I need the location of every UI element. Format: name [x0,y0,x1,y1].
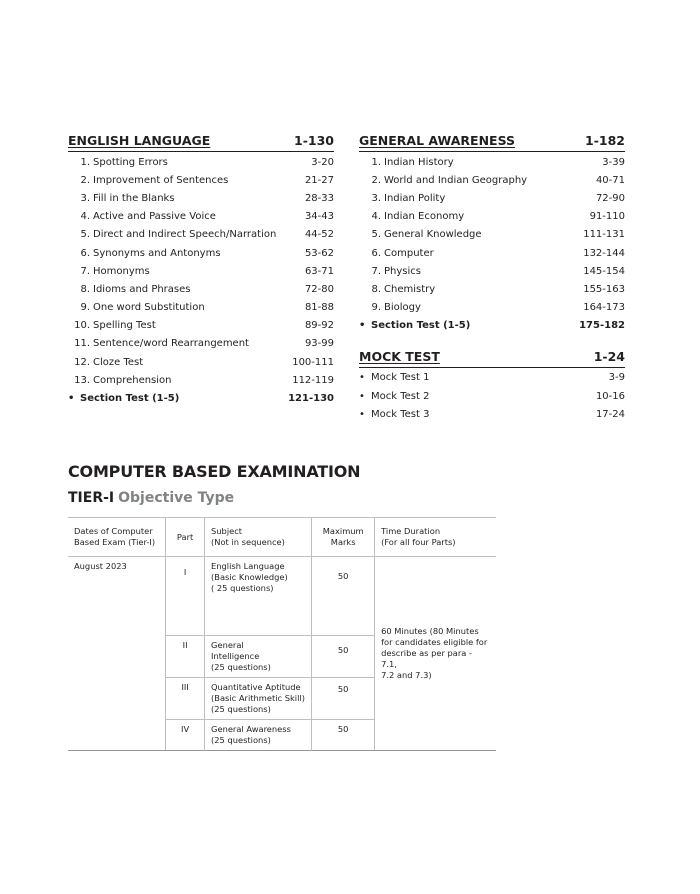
item-name: Mock Test 3 [371,408,430,420]
item-pages: 63-71 [304,265,334,277]
list-item[interactable] [359,405,625,423]
tier-heading [68,490,234,506]
english-language-header [68,133,334,152]
marks-cell: 50 [312,557,375,636]
subject-line: Quantitative Aptitude [211,682,301,692]
item-pages: 34-43 [304,211,334,223]
item-number: 2. [80,174,90,186]
item-name: Mock Test 2 [371,390,430,402]
item-pages: 28-33 [304,192,334,204]
section-title[interactable]: ENGLISH LANGUAGE [68,133,211,148]
bullet-icon: • [359,408,365,420]
part-cell: IV [166,720,205,751]
item-pages: 91-110 [589,211,625,223]
item-number: 4. [80,211,90,223]
item-name: Improvement of Sentences [93,174,229,186]
bullet-icon: • [359,372,365,384]
item-number: 1. [371,156,381,168]
item-pages: 3-39 [602,156,625,168]
list-item[interactable] [359,153,625,171]
item-pages: 44-52 [304,229,334,241]
item-pages: 132-144 [583,247,625,259]
exam-section-title: COMPUTER BASED EXAMINATION [68,462,361,481]
item-number: 9. [80,302,90,314]
subject-line: English Language [211,561,285,571]
list-item[interactable] [359,189,625,207]
table-row [68,557,496,636]
list-item[interactable] [68,244,334,262]
item-number: 1. [80,156,90,168]
item-name: One word Substitution [93,302,205,314]
subject-line: (Basic Arithmetic Skill) [211,693,305,703]
item-name: Spelling Test [93,320,156,332]
list-item[interactable] [359,171,625,189]
header-subject [205,518,312,557]
item-name: Indian Economy [384,211,465,223]
time-line: 60 Minutes (80 Minutes [381,626,479,636]
list-item[interactable] [68,299,334,317]
item-name: Direct and Indirect Speech/Narration [93,229,277,241]
item-pages: 111-131 [583,229,625,241]
list-item[interactable] [359,262,625,280]
list-item[interactable] [68,171,334,189]
section-page-range: 1-130 [294,133,334,148]
subject-line: General [211,640,244,650]
header-text: Maximum [322,526,364,536]
item-pages: 164-173 [583,302,625,314]
section-test-item[interactable] [359,317,625,335]
item-name: Section Test (1-5) [80,393,180,405]
section-page-range: 1-182 [585,133,625,148]
item-name: Section Test (1-5) [371,320,471,332]
list-item[interactable] [68,280,334,298]
subject-cell [205,557,312,636]
marks-cell: 50 [312,678,375,720]
marks-cell: 50 [312,720,375,751]
bullet-icon: • [68,393,75,405]
item-number: 7. [80,265,90,277]
subject-line: General Awareness [211,724,291,734]
marks-cell: 50 [312,636,375,678]
general-topic-list [359,153,625,335]
section-test-item[interactable] [68,389,334,407]
item-name: Mock Test 1 [371,372,430,384]
item-pages: 72-80 [304,283,334,295]
item-number: 7. [371,265,381,277]
item-number: 3. [80,192,90,204]
item-name: Active and Passive Voice [93,211,216,223]
list-item[interactable] [68,226,334,244]
mock-test-list [359,369,625,424]
list-item[interactable] [68,153,334,171]
time-line: 7.2 and 7.3) [381,670,432,680]
item-pages: 72-90 [595,192,625,204]
subject-cell [205,720,312,751]
list-item[interactable] [359,299,625,317]
header-text: Based Exam (Tier-I) [74,537,156,547]
list-item[interactable] [359,244,625,262]
item-number: 11. [74,338,90,350]
subject-cell [205,636,312,678]
table-header-row [68,518,496,557]
item-name: Homonyms [93,265,150,277]
item-pages: 53-62 [304,247,334,259]
header-text: (For all four Parts) [381,537,456,547]
subject-line: (25 questions) [211,704,271,714]
item-name: Indian Polity [384,192,446,204]
subject-line: (Basic Knowledge) [211,572,288,582]
header-exam-dates [68,518,166,557]
item-number: 10. [74,320,90,332]
header-text: (Not in sequence) [211,537,285,547]
list-item[interactable] [68,371,334,389]
list-item[interactable] [68,317,334,335]
exam-pattern-table [68,517,496,751]
english-topic-list [68,153,334,408]
mock-test-header [359,349,625,368]
item-name: Fill in the Blanks [93,192,175,204]
time-line: for candidates eligible for [381,637,488,647]
header-text: Marks [330,537,356,547]
item-pages: 100-111 [292,356,334,368]
list-item[interactable] [68,353,334,371]
item-number: 8. [371,283,381,295]
item-pages: 93-99 [304,338,334,350]
item-name: Idioms and Phrases [93,283,191,295]
list-item[interactable] [359,369,625,387]
header-text: Subject [211,526,243,536]
list-item[interactable] [68,335,334,353]
item-pages: 175-182 [579,320,625,332]
list-item[interactable] [68,262,334,280]
exam-date-cell: August 2023 [68,557,166,751]
item-name: World and Indian Geography [384,174,528,186]
general-awareness-section [359,133,625,423]
time-duration-cell [375,557,496,751]
list-item[interactable] [359,226,625,244]
bullet-icon: • [359,390,365,402]
item-name: Spotting Errors [93,156,168,168]
subject-cell [205,678,312,720]
item-pages: 121-130 [288,393,334,405]
section-title[interactable]: GENERAL AWARENESS [359,133,516,148]
item-name: Computer [384,247,434,259]
item-name: Biology [384,302,421,314]
item-pages: 21-27 [304,174,334,186]
item-name: Cloze Test [93,356,144,368]
item-pages: 3-20 [311,156,334,168]
item-pages: 40-71 [595,174,625,186]
subject-line: (25 questions) [211,662,271,672]
list-item[interactable] [68,208,334,226]
list-item[interactable] [359,208,625,226]
item-number: 6. [371,247,381,259]
header-text: Dates of Computer [74,526,153,536]
header-time-duration [375,518,496,557]
part-cell: II [166,636,205,678]
time-line: describe as per para - 7.1, [381,648,473,669]
english-language-section [68,133,334,408]
list-item[interactable] [68,189,334,207]
item-name: Comprehension [93,374,172,386]
item-name: Synonyms and Antonyms [93,247,221,259]
item-number: 8. [80,283,90,295]
bullet-icon: • [359,320,366,332]
subject-line: Intelligence [211,651,260,661]
subject-line: (25 questions) [211,735,271,745]
item-number: 4. [371,211,381,223]
item-number: 13. [74,374,90,386]
item-name: General Knowledge [384,229,482,241]
tier-label: TIER-I [68,490,115,506]
item-pages: 3-9 [608,372,625,384]
part-cell: III [166,678,205,720]
item-name: Sentence/word Rearrangement [93,338,249,350]
item-number: 2. [371,174,381,186]
item-number: 12. [74,356,90,368]
section-title[interactable]: MOCK TEST [359,348,440,364]
list-item[interactable] [359,280,625,298]
general-awareness-header [359,133,625,152]
item-number: 5. [371,229,381,241]
item-pages: 81-88 [304,302,334,314]
item-number: 5. [80,229,90,241]
item-pages: 145-154 [583,265,625,277]
header-text: Time Duration [381,526,441,536]
list-item[interactable] [359,387,625,405]
item-name: Indian History [384,156,454,168]
item-pages: 89-92 [304,320,334,332]
part-cell: I [166,557,205,636]
item-pages: 155-163 [583,283,625,295]
item-pages: 17-24 [595,408,625,420]
item-name: Physics [384,265,421,277]
header-maximum-marks [312,518,375,557]
header-text: Part [176,531,194,542]
item-number: 6. [80,247,90,259]
subject-line: ( 25 questions) [211,583,274,593]
item-name: Chemistry [384,283,436,295]
section-page-range: 1-24 [593,348,625,364]
header-part [166,518,205,557]
item-number: 3. [371,192,381,204]
item-pages: 10-16 [595,390,625,402]
item-number: 9. [371,302,381,314]
tier-subtitle: Objective Type [118,490,235,506]
item-pages: 112-119 [292,374,334,386]
